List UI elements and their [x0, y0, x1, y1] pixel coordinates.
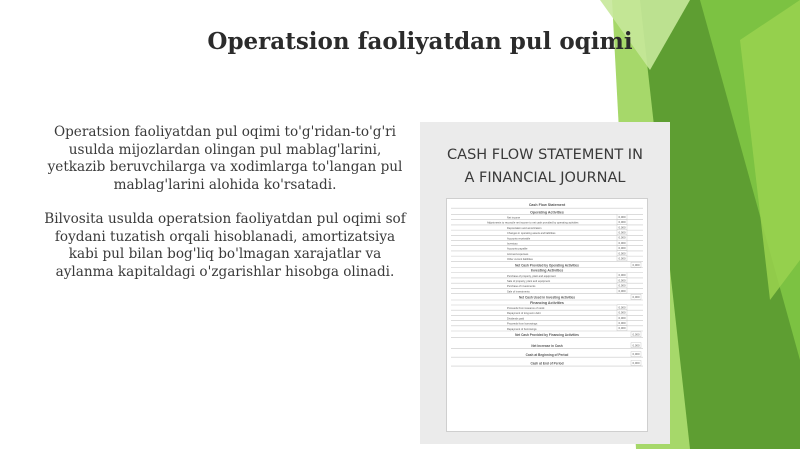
- statement-row-label: Sale of property, plant and equipment: [507, 279, 551, 283]
- slide-body: [40, 124, 410, 298]
- slide-title: Operatsion faoliyatdan pul oqimi: [207, 28, 633, 55]
- section-heading: Investing Activities: [530, 268, 564, 273]
- statement-row-amount-value: 0,000: [618, 235, 626, 240]
- statement-row-label: Dividends paid: [507, 317, 525, 321]
- statement-row-label: Changes in operating assets and liabilities: [507, 232, 556, 236]
- statement-row-amount-value: 0,000: [618, 240, 626, 245]
- section-heading: Financing Activities: [530, 300, 564, 305]
- section-heading: Operating Activities: [530, 210, 564, 215]
- statement-row-label: Proceeds from borrowings: [507, 322, 538, 326]
- statement-row-amount-value: 0,000: [618, 315, 626, 320]
- image-heading-line-1: CASH FLOW STATEMENT IN: [447, 147, 643, 163]
- section-total-amount-value: 0,000: [632, 262, 640, 267]
- statement-row-label: Accounts payable: [507, 247, 528, 251]
- statement-row-label: Other current liabilities: [507, 258, 533, 262]
- statement-row-label: Purchase of property, plant and equipment: [507, 274, 556, 278]
- summary-row-label: Net Increase in Cash: [531, 343, 563, 348]
- statement-row-label: Accounts receivable: [507, 237, 531, 241]
- body-paragraph-direct-method: Operatsion faoliyatdan pul oqimi to'g'ridan-to'g'ri usulda mijozlardan olingan pul mablag'larini, yetkazib beruvchilarga va xodimlarga to'langan pul mablag'larini alohida ko'rsatadi.: [47, 124, 403, 193]
- section-total-amount-value: 0,000: [632, 332, 640, 337]
- statement-row-amount-value: 0,000: [618, 321, 626, 325]
- cash-flow-statement-image: [420, 122, 670, 444]
- summary-row-label: Cash at Beginning of Period: [525, 352, 569, 357]
- statement-row-amount-value: 0,000: [618, 283, 626, 288]
- statement-row-amount-value: 0,000: [618, 230, 626, 235]
- body-paragraph-indirect-method: Bilvosita usulda operatsion faoliyatdan pul oqimi sof foydani tuzatish orqali hisoblanadi, amortizatsiya kabi pul bilan bog'liq bo'lmagan xarajatlar va aylanma kapitaldagi o'zgarishlar hisobga olinadi.: [44, 211, 406, 280]
- statement-row-label: Net income: [507, 216, 521, 220]
- summary-row-amount-value: 0,000: [632, 352, 640, 357]
- statement-row-amount-value: 0,000: [618, 251, 626, 256]
- statement-title: Cash Flow Statement: [528, 203, 566, 207]
- statement-row-label: Repayment of borrowings: [507, 327, 537, 331]
- statement-row-label: Inventory: [507, 242, 518, 246]
- statement-row-amount-value: 0,000: [618, 225, 626, 230]
- statement-row-amount-value: 0,000: [618, 214, 626, 219]
- statement-row-amount-value: 0,000: [618, 246, 626, 251]
- statement-row-amount-value: 0,000: [618, 288, 626, 293]
- statement-row-amount-value: 0,000: [618, 310, 626, 315]
- section-total-label: Net Cash Provided by Financing Activities: [515, 333, 579, 338]
- statement-row-label: Proceeds from issuance of stock: [507, 307, 545, 310]
- statement-row-amount-value: 0,000: [618, 220, 626, 225]
- section-total-label: Net Cash Provided by Operating Activities: [515, 263, 579, 268]
- statement-row-amount-value: 0,000: [618, 326, 626, 331]
- section-total-label: Net Cash Used in Investing Activities: [518, 295, 576, 300]
- statement-row-label: Repayment of long-term debt: [507, 312, 541, 316]
- summary-row-label: Cash at End of Period: [530, 361, 564, 366]
- statement-row-label: Depreciation and amortization: [507, 226, 542, 230]
- statement-row-amount-value: 0,000: [618, 278, 626, 283]
- statement-row-amount-value: 0,000: [618, 305, 626, 310]
- statement-row-label: Accrued expenses: [507, 252, 529, 256]
- statement-row-amount-value: 0,000: [618, 273, 626, 278]
- statement-sheet-drawing: [447, 199, 647, 431]
- section-total-amount-value: 0,000: [632, 295, 640, 299]
- summary-row-amount-value: 0,000: [632, 343, 640, 348]
- image-heading-line-2: A FINANCIAL JOURNAL: [464, 170, 626, 186]
- statement-row-label: Sale of investments: [507, 290, 530, 294]
- statement-row-label: Adjustments to reconcile net income to net cash provided by operating activities: [487, 221, 579, 225]
- summary-row-amount-value: 0,000: [632, 361, 640, 366]
- statement-sheet: [446, 198, 648, 432]
- statement-row-label: Purchase of investments: [507, 285, 536, 289]
- image-heading: [420, 144, 670, 190]
- statement-row-amount-value: 0,000: [618, 256, 626, 261]
